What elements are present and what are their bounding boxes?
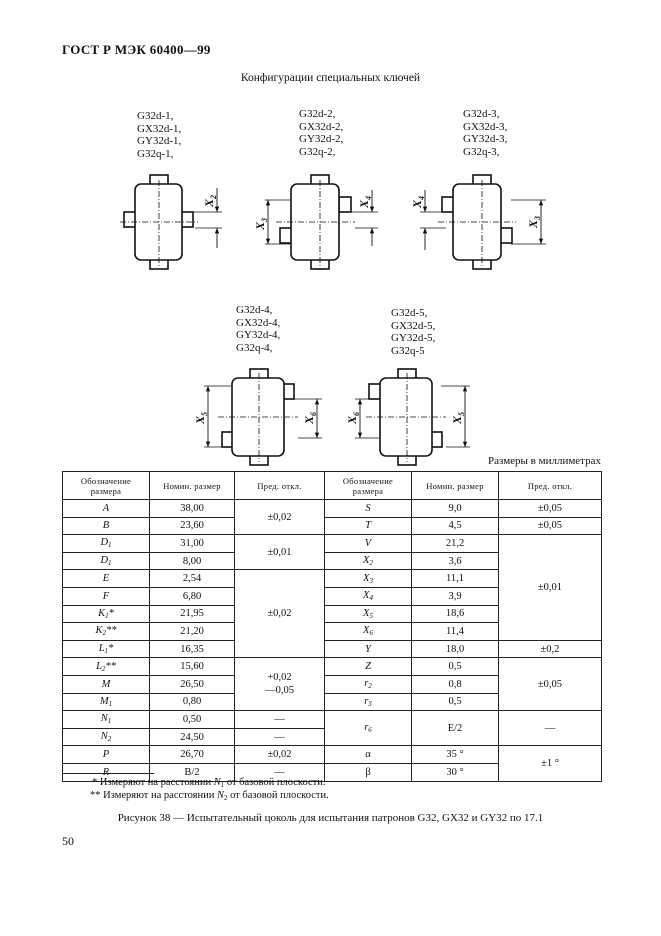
- des-X3: $X_3$: [325, 570, 412, 588]
- figure-title: Конфигурации специальных ключей: [240, 72, 421, 84]
- des-M1: $M_1$: [63, 693, 150, 711]
- dim-label-x6: $X_6$: [302, 411, 318, 425]
- header-designation: Обозначение размера: [63, 472, 150, 500]
- footnote-2: ** Измеряют на расстоянии $N_2$ от базовой плоскости.: [90, 790, 329, 802]
- des-E: E: [63, 570, 150, 588]
- figure-caption: Рисунок 38 — Испытательный цоколь для испытания патронов G32, GX32 и GY32 по 17.1: [117, 812, 544, 824]
- des-X5: $X_5$: [325, 605, 412, 623]
- des-K2: $K_2**$: [63, 623, 150, 641]
- table-row: [63, 640, 602, 658]
- tol-N1: —: [235, 711, 325, 729]
- des-V: V: [325, 535, 412, 553]
- nom-N1: 0,50: [150, 711, 235, 729]
- nom-X4: 3,9: [412, 587, 499, 605]
- des-L1: $L_1*$: [63, 640, 150, 658]
- nom-r6: E/2: [412, 711, 499, 746]
- nom-X5: 18,6: [412, 605, 499, 623]
- des-D2: $D_1$: [63, 552, 150, 570]
- nom-M1: 0,80: [150, 693, 235, 711]
- config-label-2: G32d-2, GX32d-2, GY32d-2, G32q-2,: [299, 108, 344, 158]
- document-header: ГОСТ Р МЭК 60400—99: [62, 42, 211, 57]
- header-nominal: Номин. размер: [150, 472, 235, 500]
- des-X6: $X_6$: [325, 623, 412, 641]
- table-row: [63, 746, 602, 764]
- tol-alpha-beta: ±1 °: [499, 746, 602, 781]
- nom-X3: 11,1: [412, 570, 499, 588]
- nom-A: 38,00: [150, 500, 235, 518]
- header-nominal-2: Номин. размер: [412, 472, 499, 500]
- config-label-3: G32d-3, GX32d-3, GY32d-3, G32q-3,: [463, 108, 508, 158]
- tol-R: —: [235, 763, 325, 781]
- dim-label-x4b: $X_4$: [410, 195, 426, 209]
- tol-Y: ±0,2: [499, 640, 602, 658]
- tol-D: ±0,01: [235, 535, 325, 570]
- config-label-5: G32d-5, GX32d-5, GY32d-5, G32q-5: [391, 307, 436, 357]
- des-r3: $r_3$: [325, 693, 412, 711]
- tol-T: ±0,05: [499, 517, 602, 535]
- des-r6: $r_6$: [325, 711, 412, 746]
- nom-F: 6,80: [150, 587, 235, 605]
- config-label-1: G32d-1, GX32d-1, GY32d-1, G32q-1,: [137, 110, 182, 160]
- header-designation-2: Обозначение размера: [325, 472, 412, 500]
- des-P: P: [63, 746, 150, 764]
- dim-label-x5b: $X_5$: [450, 411, 466, 425]
- des-R: R: [63, 763, 150, 781]
- key-config-2: [265, 175, 378, 269]
- des-B: B: [63, 517, 150, 535]
- des-Y: Y: [325, 640, 412, 658]
- nom-r3: 0,5: [412, 693, 499, 711]
- table-row: [63, 711, 602, 729]
- page-number: 50: [62, 834, 74, 848]
- des-Z: Z: [325, 658, 412, 676]
- des-alpha: α: [325, 746, 412, 764]
- des-T: T: [325, 517, 412, 535]
- footnote-separator: [62, 773, 154, 774]
- nom-Z: 0,5: [412, 658, 499, 676]
- table-row: [63, 535, 602, 553]
- tol-S: ±0,05: [499, 500, 602, 518]
- dim-label-x3: $X_3$: [253, 217, 269, 231]
- nom-D2: 8,00: [150, 552, 235, 570]
- des-N1: $N_1$: [63, 711, 150, 729]
- tol-M: [235, 658, 325, 711]
- config-label-4: G32d-4, GX32d-4, GY32d-4, G32q-4,: [236, 304, 281, 354]
- des-N2: $N_2$: [63, 728, 150, 746]
- nom-E: 2,54: [150, 570, 235, 588]
- dimensions-table: [62, 471, 602, 782]
- nom-N2: 24,50: [150, 728, 235, 746]
- des-F: F: [63, 587, 150, 605]
- units-note: Размеры в миллиметрах: [488, 455, 601, 467]
- nom-X2: 3,6: [412, 552, 499, 570]
- tol-AB: ±0,02: [235, 500, 325, 535]
- des-K1: $K_1*$: [63, 605, 150, 623]
- nom-M: 26,50: [150, 675, 235, 693]
- tol-N2: —: [235, 728, 325, 746]
- header-tolerance-2: Пред. откл.: [499, 472, 602, 500]
- nom-L1: 16,35: [150, 640, 235, 658]
- tol-M-minus: —0,05: [265, 685, 294, 697]
- table-row: [63, 500, 602, 518]
- dim-label-x3b: $X_3$: [526, 215, 542, 229]
- nom-L2: 15,60: [150, 658, 235, 676]
- des-X4: $X_4$: [325, 587, 412, 605]
- nom-S: 9,0: [412, 500, 499, 518]
- nom-V: 21,2: [412, 535, 499, 553]
- table-header-row: [63, 472, 602, 500]
- des-S: S: [325, 500, 412, 518]
- tol-r6: —: [499, 711, 602, 746]
- tol-VX: ±0,01: [499, 535, 602, 641]
- des-M: M: [63, 675, 150, 693]
- nom-Y: 18,0: [412, 640, 499, 658]
- nom-K1: 21,95: [150, 605, 235, 623]
- dim-label-x5: $X_5$: [193, 411, 209, 425]
- nom-beta: 30 °: [412, 763, 499, 781]
- nom-D1: 31,00: [150, 535, 235, 553]
- des-beta: β: [325, 763, 412, 781]
- des-r2: $r_2$: [325, 675, 412, 693]
- nom-B: 23,60: [150, 517, 235, 535]
- tol-M-plus: +0,02: [267, 672, 292, 684]
- nom-P: 26,70: [150, 746, 235, 764]
- tol-P: ±0,02: [235, 746, 325, 764]
- nom-T: 4,5: [412, 517, 499, 535]
- tol-EK: ±0,02: [235, 570, 325, 658]
- des-X2: $X_2$: [325, 552, 412, 570]
- nom-r2: 0,8: [412, 675, 499, 693]
- header-tolerance: Пред. откл.: [235, 472, 325, 500]
- nom-R: B/2: [150, 763, 235, 781]
- des-A: A: [63, 500, 150, 518]
- key-config-1: [120, 175, 222, 269]
- table-row: [63, 658, 602, 676]
- nom-alpha: 35 °: [412, 746, 499, 764]
- table-row: [63, 517, 602, 535]
- des-L2: $L_2**$: [63, 658, 150, 676]
- nom-K2: 21,20: [150, 623, 235, 641]
- dim-label-x4: $X_4$: [357, 195, 373, 209]
- dim-label-x6b: $X_6$: [345, 411, 361, 425]
- des-D1: $D_1$: [63, 535, 150, 553]
- dim-label-x2: $X_2$: [202, 194, 218, 208]
- nom-X6: 11,4: [412, 623, 499, 641]
- tol-Zr: ±0,05: [499, 658, 602, 711]
- footnote-1: * Измеряют на расстоянии $N_1$ от базовой плоскости.: [92, 777, 326, 789]
